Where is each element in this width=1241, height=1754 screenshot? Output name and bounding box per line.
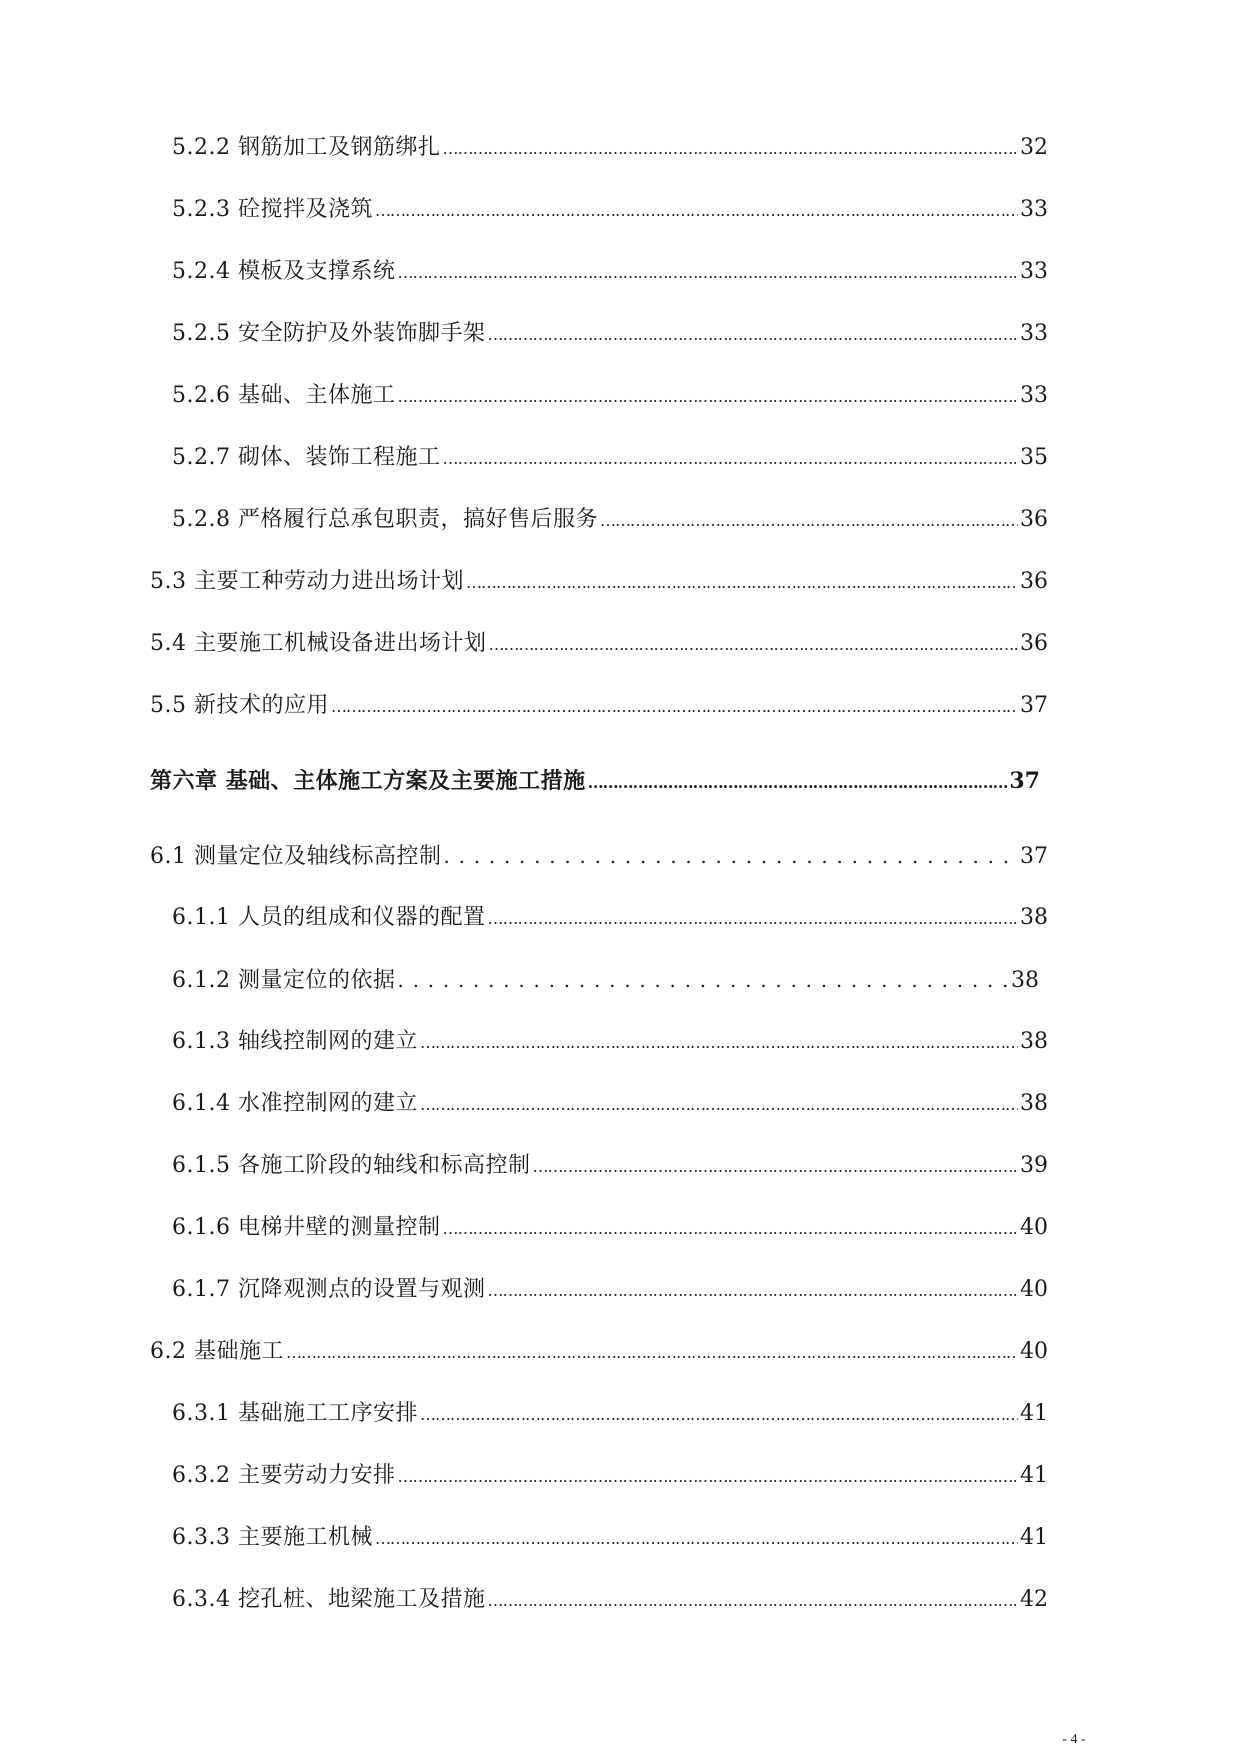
- toc-entry-title: 6.3.1 基础施工工序安排: [172, 1401, 418, 1426]
- dot-leader: [331, 688, 1018, 725]
- dot-leader: [375, 192, 1018, 229]
- toc-entry: [172, 192, 1048, 228]
- toc-entry-page: 38: [1020, 1091, 1048, 1116]
- dot-leader: [442, 1210, 1018, 1247]
- toc-entry-page: 41: [1020, 1463, 1048, 1488]
- toc-chapter-heading: [150, 763, 1040, 799]
- toc-entry: [172, 502, 1048, 538]
- toc-entry-page: 40: [1020, 1339, 1048, 1364]
- toc-entry-title: 6.2 基础施工: [150, 1339, 284, 1364]
- toc-entry: [172, 130, 1048, 166]
- toc-entry: [172, 1210, 1048, 1246]
- toc-entry-title: 6.3.2 主要劳动力安排: [172, 1463, 396, 1488]
- dot-leader: [488, 626, 1018, 663]
- toc-entry-page: 42: [1020, 1587, 1048, 1612]
- dot-leader: [397, 1458, 1018, 1495]
- toc-entry-title: 6.3.4 挖孔桩、地梁施工及措施: [172, 1587, 486, 1612]
- toc-entry: [150, 564, 1048, 600]
- toc-entry-title: 6.1.3 轴线控制网的建立: [172, 1029, 418, 1054]
- dot-leader: [397, 254, 1018, 291]
- toc-entry-page: 36: [1020, 569, 1048, 594]
- toc-entry: [150, 688, 1048, 724]
- toc-entry: [172, 254, 1048, 290]
- toc-entry-page: 38: [1020, 905, 1048, 930]
- toc-entry: [172, 1086, 1048, 1122]
- toc-entry-page: 33: [1020, 321, 1048, 346]
- toc-entry-page: 38: [1020, 1029, 1048, 1054]
- toc-entry-page: 35: [1020, 445, 1048, 470]
- toc-entry-page: 37: [1009, 768, 1040, 794]
- toc-entry-page: 37: [1020, 844, 1048, 869]
- dot-leader: [442, 130, 1018, 167]
- dot-leader: [286, 1334, 1018, 1371]
- dot-leader: [420, 1086, 1018, 1123]
- dot-leader: [420, 1396, 1018, 1433]
- period-leader: [443, 838, 1018, 875]
- toc-entry-title: 6.3.3 主要施工机械: [172, 1525, 373, 1550]
- toc-entry-title: 5.2.8 严格履行总承包职责，搞好售后服务: [172, 507, 598, 532]
- toc-entry: [172, 900, 1048, 936]
- dot-leader: [487, 1272, 1018, 1309]
- toc-entry-title: 6.1.5 各施工阶段的轴线和标高控制: [172, 1153, 531, 1178]
- toc-entry-page: 39: [1020, 1153, 1048, 1178]
- dot-leader: [466, 564, 1018, 601]
- toc-entry: [172, 1148, 1048, 1184]
- dot-leader: [532, 1148, 1018, 1185]
- toc-entry-page: 40: [1020, 1215, 1048, 1240]
- toc-entry: [172, 1272, 1048, 1308]
- toc-entry-title: 5.2.2 钢筋加工及钢筋绑扎: [172, 135, 441, 160]
- dot-leader: [420, 1024, 1018, 1061]
- toc-entry-title: 5.4 主要施工机械设备进出场计划: [150, 631, 487, 656]
- toc-entry-title: 6.1.6 电梯井壁的测量控制: [172, 1215, 441, 1240]
- toc-entry-title: 6.1.4 水准控制网的建立: [172, 1091, 418, 1116]
- dot-leader: [397, 378, 1018, 415]
- dot-leader: [487, 900, 1018, 937]
- toc-entry: [172, 440, 1048, 476]
- toc-entry-page: 33: [1020, 383, 1048, 408]
- page-number: - 4 -: [1062, 1732, 1086, 1747]
- dot-leader: [442, 440, 1018, 477]
- dot-leader: [588, 763, 1008, 801]
- toc-entry-title: 5.2.6 基础、主体施工: [172, 383, 396, 408]
- toc-entry-title: 5.2.4 模板及支撑系统: [172, 259, 396, 284]
- toc-entry-page: 41: [1020, 1525, 1048, 1550]
- toc-entry: [150, 838, 1048, 874]
- toc-entry: [172, 378, 1048, 414]
- toc-entry: [172, 1396, 1048, 1432]
- toc-entry-page: 33: [1020, 197, 1048, 222]
- toc-entry-title: 6.1.7 沉降观测点的设置与观测: [172, 1277, 486, 1302]
- toc-entry-page: 32: [1020, 135, 1048, 160]
- toc-entry-title: 5.3 主要工种劳动力进出场计划: [150, 569, 464, 594]
- dot-leader: [487, 1582, 1018, 1619]
- toc-entry: [150, 1334, 1048, 1370]
- toc-entry-page: 33: [1020, 259, 1048, 284]
- period-leader: [397, 962, 1009, 999]
- toc-entry: [172, 962, 1039, 998]
- toc-entry-page: 36: [1020, 507, 1048, 532]
- toc-entry: [172, 1024, 1048, 1060]
- toc-entry: [172, 1582, 1048, 1618]
- toc-entry: [172, 316, 1048, 352]
- toc-entry-page: 41: [1020, 1401, 1048, 1426]
- toc-entry-page: 38: [1011, 968, 1039, 993]
- dot-leader: [375, 1520, 1018, 1557]
- toc-entry-title: 5.2.7 砌体、装饰工程施工: [172, 445, 441, 470]
- toc-entry-title: 6.1 测量定位及轴线标高控制: [150, 844, 442, 869]
- toc-entry: [172, 1458, 1048, 1494]
- toc-entry-title: 5.5 新技术的应用: [150, 693, 329, 718]
- toc-entry-title: 5.2.5 安全防护及外装饰脚手架: [172, 321, 486, 346]
- dot-leader: [600, 502, 1018, 539]
- toc-entry-title: 6.1.1 人员的组成和仪器的配置: [172, 905, 486, 930]
- toc-entry: [172, 1520, 1048, 1556]
- toc-entry-title: 5.2.3 砼搅拌及浇筑: [172, 197, 373, 222]
- toc-entry-title: 第六章 基础、主体施工方案及主要施工措施: [150, 768, 586, 794]
- toc-entry-title: 6.1.2 测量定位的依据: [172, 968, 396, 993]
- toc-entry-page: 40: [1020, 1277, 1048, 1302]
- toc-entry-page: 37: [1020, 693, 1048, 718]
- toc-entry: [150, 626, 1048, 662]
- toc-entry-page: 36: [1020, 631, 1048, 656]
- dot-leader: [487, 316, 1018, 353]
